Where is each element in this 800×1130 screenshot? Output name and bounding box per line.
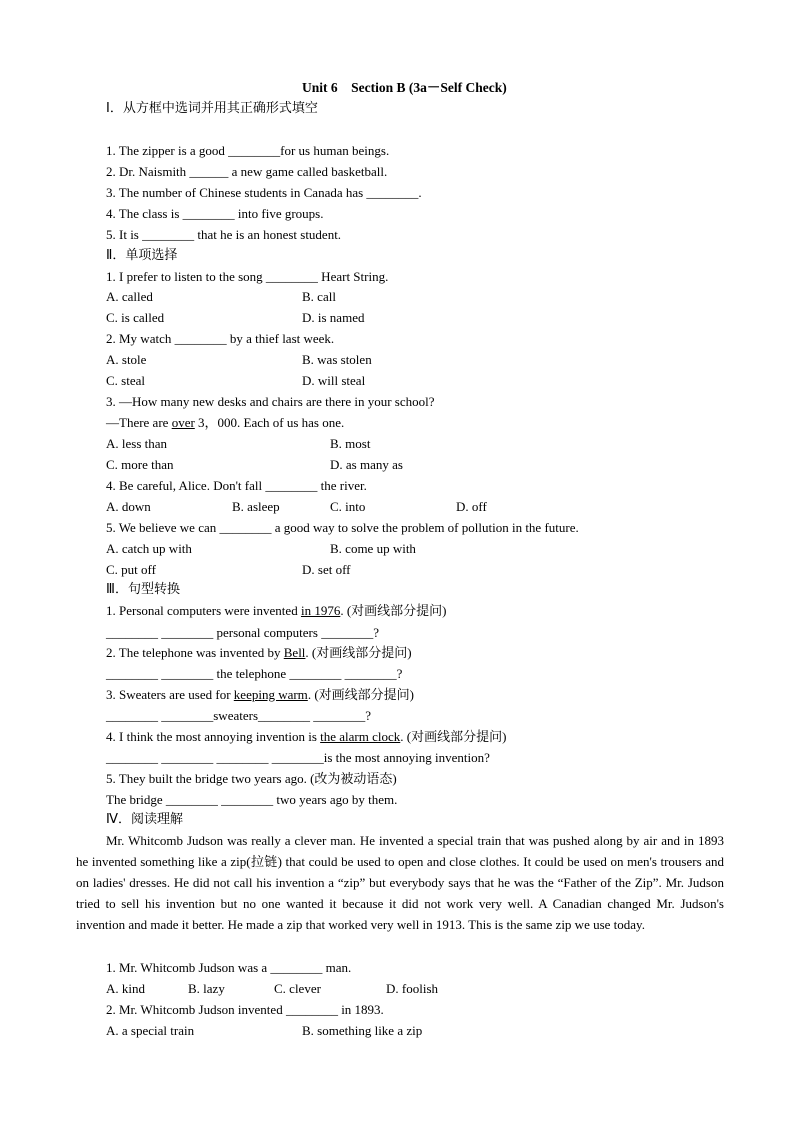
- part2-q1-option-a: A. called: [106, 289, 153, 304]
- part3-q4-post: . (对画线部分提问): [400, 729, 507, 744]
- part1-question-2: 2. Dr. Naismith ______ a new game called basketball.: [106, 164, 388, 179]
- part2-q4-option-c: C. into: [330, 499, 366, 514]
- part2-q3-option-d: D. as many as: [330, 457, 403, 472]
- part3-q2-post: . (对画线部分提问): [305, 645, 412, 660]
- part3-q1-underlined: in 1976: [300, 603, 341, 618]
- part4-question-1: 1. Mr. Whitcomb Judson was a ________ man.: [106, 960, 352, 975]
- part2-question-3: 3. —How many new desks and chairs are there in your school?: [106, 394, 435, 409]
- part4-question-2: 2. Mr. Whitcomb Judson invented ________ in 1893.: [106, 1002, 384, 1017]
- part4-q1-option-a: A. kind: [106, 981, 145, 996]
- part3-answer-4: ________ ________ ________ ________is the most annoying invention?: [106, 750, 490, 765]
- part3-question-4: [106, 729, 506, 745]
- part3-q3-pre: 3. Sweaters are used for: [106, 687, 234, 702]
- part2-q5-option-a: A. catch up with: [106, 541, 192, 556]
- part3-question-2: [106, 645, 412, 661]
- part1-question-1: 1. The zipper is a good ________for us human beings.: [106, 143, 390, 158]
- part4-q2-option-b: B. something like a zip: [302, 1023, 423, 1038]
- part2-q3-option-c: C. more than: [106, 457, 174, 472]
- part2-q4-option-d: D. off: [456, 499, 487, 514]
- part3-q1-pre: 1. Personal computers were invented: [106, 603, 301, 618]
- part1-question-4: 4. The class is ________ into five groups.: [106, 206, 324, 221]
- part2-q1-option-b: B. call: [302, 289, 336, 304]
- part2-q4-option-a: A. down: [106, 499, 151, 514]
- section-heading-1: Ⅰ．从方框中选词并用其正确形式填空: [106, 101, 318, 116]
- part4-q1-option-b: B. lazy: [188, 981, 225, 996]
- part2-question-5: 5. We believe we can ________ a good way to solve the problem of pollution in the future.: [106, 520, 579, 535]
- part3-q4-pre: 4. I think the most annoying invention is: [106, 729, 321, 744]
- part3-q1-post: . (对画线部分提问): [340, 603, 447, 618]
- part2-q2-option-a: A. stole: [106, 352, 147, 367]
- part2-question-3-response: [106, 415, 344, 431]
- part3-answer-2: ________ ________ the telephone ________ ________?: [106, 666, 403, 681]
- part3-q4-underlined: the alarm clock: [320, 729, 401, 744]
- section-heading-3: Ⅲ．句型转换: [106, 582, 180, 597]
- part2-question-4: 4. Be careful, Alice. Don't fall ________ the river.: [106, 478, 367, 493]
- part1-question-5: 5. It is ________ that he is an honest student.: [106, 227, 342, 242]
- part3-answer-5: The bridge ________ ________ two years ago by them.: [106, 792, 398, 807]
- part2-q2-option-d: D. will steal: [302, 373, 366, 388]
- part3-q3-underlined: keeping warm: [233, 687, 308, 702]
- part2-q1-option-c: C. is called: [106, 310, 165, 325]
- part2-q5-option-d: D. set off: [302, 562, 351, 577]
- section-heading-4: Ⅳ．阅读理解: [106, 812, 183, 827]
- part2-question-1: 1. I prefer to listen to the song ________ Heart String.: [106, 269, 389, 284]
- q3-response-post: 3，000. Each of us has one.: [194, 415, 345, 430]
- part2-q2-option-b: B. was stolen: [302, 352, 372, 367]
- part3-answer-3: ________ ________sweaters________ ________?: [106, 708, 372, 723]
- part2-q4-option-b: B. asleep: [232, 499, 280, 514]
- part3-question-1: [106, 603, 447, 619]
- part3-q2-underlined: Bell: [283, 645, 306, 660]
- part3-question-3: [106, 687, 414, 703]
- part4-q2-option-a: A. a special train: [106, 1023, 195, 1038]
- q3-response-pre: —There are: [106, 415, 172, 430]
- page-title: Unit 6 Section B (3a－Self Check): [302, 80, 507, 95]
- part2-q1-option-d: D. is named: [302, 310, 365, 325]
- part1-question-3: 3. The number of Chinese students in Canada has ________.: [106, 185, 422, 200]
- part2-q3-option-a: A. less than: [106, 436, 168, 451]
- part2-q3-option-b: B. most: [330, 436, 371, 451]
- part4-q1-option-d: D. foolish: [386, 981, 438, 996]
- part2-q5-option-c: C. put off: [106, 562, 156, 577]
- part4-q1-option-c: C. clever: [274, 981, 321, 996]
- part2-q2-option-c: C. steal: [106, 373, 145, 388]
- part3-q3-post: . (对画线部分提问): [307, 687, 414, 702]
- part2-question-2: 2. My watch ________ by a thief last week.: [106, 331, 335, 346]
- part3-answer-1: ________ ________ personal computers ________?: [106, 625, 379, 640]
- part3-question-5: 5. They built the bridge two years ago. (改为被动语态): [106, 771, 397, 786]
- part2-q5-option-b: B. come up with: [330, 541, 416, 556]
- q3-underlined-word: over: [171, 415, 195, 430]
- reading-passage: Mr. Whitcomb Judson was really a clever man. He invented a special train that was pushed along by air and in 1893 he invented something like a zip(拉链) that could be used to open and close clothes. It could be used on men's trousers and on ladies' dresses. He did not call his invention a “zip” but everybody says that he was the “Father of the Zip”. Mr. Judson tried to sell his invention but no one wanted it because it did not work very well. A Canadian changed Mr. Judson's invention and made it better. He made a zip that worked very well in 1913. This is the same zip we use today.: [76, 833, 724, 932]
- part3-q2-pre: 2. The telephone was invented by: [106, 645, 284, 660]
- section-heading-2: Ⅱ．单项选择: [106, 248, 178, 263]
